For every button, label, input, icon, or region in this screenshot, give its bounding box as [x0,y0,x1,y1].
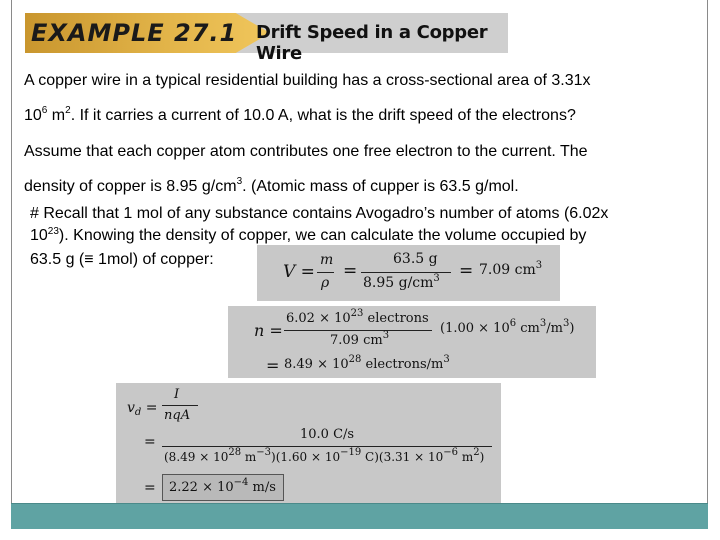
eq1-equals: = [343,261,358,281]
eq1-equals-2: = [459,261,474,281]
drift-speed-equation [116,383,501,503]
recall-line-3: 63.5 g (≡ 1mol) of copper: [30,251,214,268]
eq1-frac-line-1 [317,272,334,273]
eq1-denominator: 8.95 $g/cm^3$ [363,273,440,291]
eq3-lhs: $v_d$ = [127,400,158,418]
eq1-rho: ρ [321,275,330,291]
problem-line-2: $10^6$ $m^2$. If it carries a current of 10.0 A, what is the drift speed of the electrons? [24,104,576,124]
volume-equation [257,245,560,301]
eq2-frac-line [284,330,432,331]
problem-line-3: Assume that each copper atom contributes one free electron to the current. The [24,143,588,160]
eq2-result: $8.49 \times 10^{28}$ electrons/$m^3$ [284,354,450,372]
eq1-numerator: 63.5 g [393,251,438,267]
eq3-result: $2.22 \times 10^{-4}$ m/s [169,477,276,495]
problem-statement [24,64,684,206]
eq3-denominator-2: ($8.49 \times 10^{28}$ $m^{-3})(1.60 \times 10^{-19}$ $C)(3.31 \times 10^{-6}$ $m^2$) [164,447,485,464]
footer-bar [11,503,708,529]
eq1-result: 7.09 $cm^3$ [479,260,543,278]
example-label: EXAMPLE 27.1 [31,19,238,47]
example-title: Drift Speed in a Copper Wire [256,22,488,64]
eq3-numerator-1: I [174,387,180,402]
problem-line-4: density of copper is 8.95 $g/cm^3$. (Atomic mass of cupper is 63.5 g/mol. [24,175,519,195]
eq3-denominator-1: nqA [164,408,191,423]
density-equation [228,306,596,378]
recall-line-2: $10^{23}$). Knowing the density of copper, we can calculate the volume occupied by [30,226,587,244]
recall-line-1: # Recall that 1 mol of any substance contains Avogadro’s number of atoms (6.02x [30,205,609,222]
eq2-denominator: 7.09 $cm^3$ [330,330,390,348]
eq1-lhs: V = [283,262,315,282]
eq3-frac-line-1 [162,405,198,406]
eq3-equals: = [144,434,156,450]
eq1-m: m [320,252,334,268]
eq2-numerator: $6.02 \times 10^{23}$ electrons [286,308,429,326]
eq2-lhs: n = [254,321,283,340]
eq3-result-box [162,474,284,501]
eq3-equals-final: = [144,480,156,496]
eq2-equals: = [266,356,280,375]
eq3-numerator-2: 10.0 C/s [300,427,355,442]
example-banner [25,13,508,64]
problem-line-1: A copper wire in a typical residential building has a cross-sectional area of 3.31x [24,72,591,89]
eq2-factor: ($1.00 \times 10^6$ $cm^3/m^3$) [440,318,575,336]
